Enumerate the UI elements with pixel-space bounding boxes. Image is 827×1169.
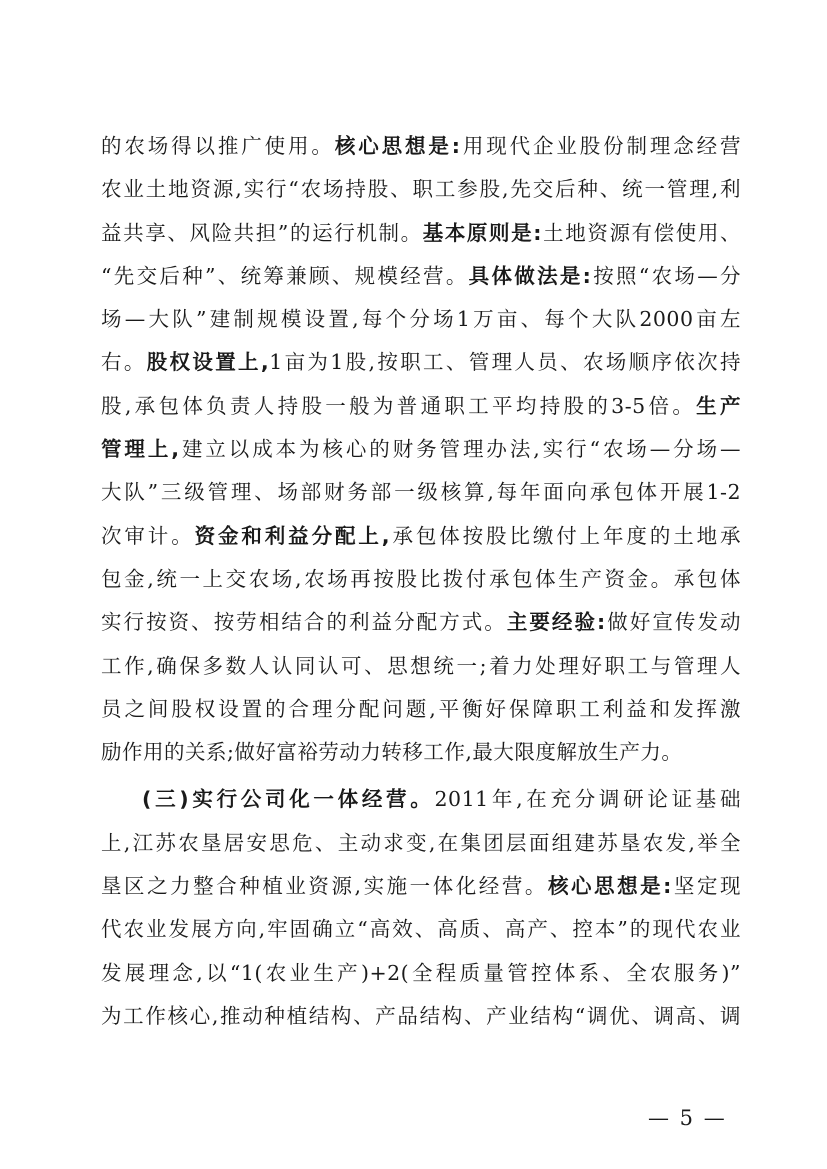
text-span: 实行按资、按劳相结合的利益分配方式。 [101,610,507,635]
text-span: 员之间股权设置的合理分配问题,平衡好保障职工利益和发挥激 [101,696,741,721]
text-line [101,601,741,644]
text-line [101,471,741,514]
bold-heading-text: 基本原则是: [422,220,542,245]
bold-heading-text: 具体做法是: [468,263,592,288]
body-text [101,125,741,1038]
text-line [101,865,741,908]
text-line [101,168,741,211]
text-span: “先交后种”、统筹兼顾、规模经营。 [101,263,469,288]
text-span: 做好宣传发动 [605,610,742,635]
text-line [101,952,741,995]
text-span: 土地资源有偿使用、 [541,220,742,245]
bold-heading-text: 核心思想是: [547,874,672,899]
bold-heading-text: 生产 [696,393,741,418]
text-line [101,385,741,428]
text-span: 发展理念,以“1(农业生产)+2(全程质量管控体系、全农服务)” [101,960,741,985]
text-span: 垦区之力整合种植业资源,实施一体化经营。 [101,874,548,899]
text-line [101,731,741,774]
text-line [101,515,741,558]
text-line [101,428,741,471]
text-span: 的农场得以推广使用。 [101,134,335,158]
text-line [101,995,741,1038]
bold-heading-text: 股权设置上, [146,350,270,375]
text-span: 用现代企业股份制理念经营 [460,134,742,158]
text-span: 益共享、风险共担”的运行机制。 [101,220,423,245]
text-span: 按照“农场—分 [591,263,742,288]
text-line [101,688,741,731]
text-line [101,778,741,821]
text-span: 工作,确保多数人认同认可、思想统一;着力处理好职工与管理人 [101,653,741,678]
text-span: 建立以成本为核心的财务管理办法,实行“农场—分场— [179,437,741,462]
text-span: 包金,统一上交农场,农场再按股比拨付承包体生产资金。承包体 [101,566,741,591]
text-line [101,212,741,255]
text-line [101,255,741,298]
text-span: 上,江苏农垦居安思危、主动求变,在集团层面组建苏垦农发,举全 [101,830,741,855]
bold-heading-text: 核心思想是: [334,134,461,158]
text-line [101,341,741,384]
text-span: 场—大队”建制规模设置,每个分场1万亩、每个大队2000亩左 [101,307,741,332]
bold-heading-text: 资金和利益分配上, [194,523,391,548]
bold-heading-text: 主要经验: [506,610,606,635]
text-line [101,822,741,865]
text-span: 2011年,在充分调研论证基础 [434,787,741,812]
text-span: 承包体按股比缴付上年度的土地承 [390,523,742,548]
text-span: 代农业发展方向,牢固确立“高效、高质、高产、控本”的现代农业 [101,917,741,942]
text-span: 坚定现 [671,874,742,899]
text-line [101,125,741,168]
text-line [101,908,741,951]
text-span: 励作用的关系;做好富裕劳动力转移工作,最大限度解放生产力。 [101,740,683,765]
text-span: 农业土地资源,实行“农场持股、职工参股,先交后种、统一管理,利 [101,177,741,202]
text-span: 大队”三级管理、场部财务部一级核算,每年面向承包体开展1-2 [101,480,741,505]
text-span: 右。 [101,350,147,375]
text-span: 次审计。 [101,523,195,548]
page-number: — 5 — [648,1106,727,1130]
text-span: 为工作核心,推动种植结构、产品结构、产业结构“调优、调高、调 [101,1003,741,1028]
text-line [101,558,741,601]
text-span: 1亩为1股,按职工、管理人员、农场顺序依次持 [269,350,741,375]
bold-heading-text: 管理上, [101,437,180,462]
text-line [101,645,741,688]
text-line [101,298,741,341]
text-span: 股,承包体负责人持股一般为普通职工平均持股的3-5倍。 [101,393,697,418]
bold-heading-text: (三)实行公司化一体经营。 [142,787,435,812]
